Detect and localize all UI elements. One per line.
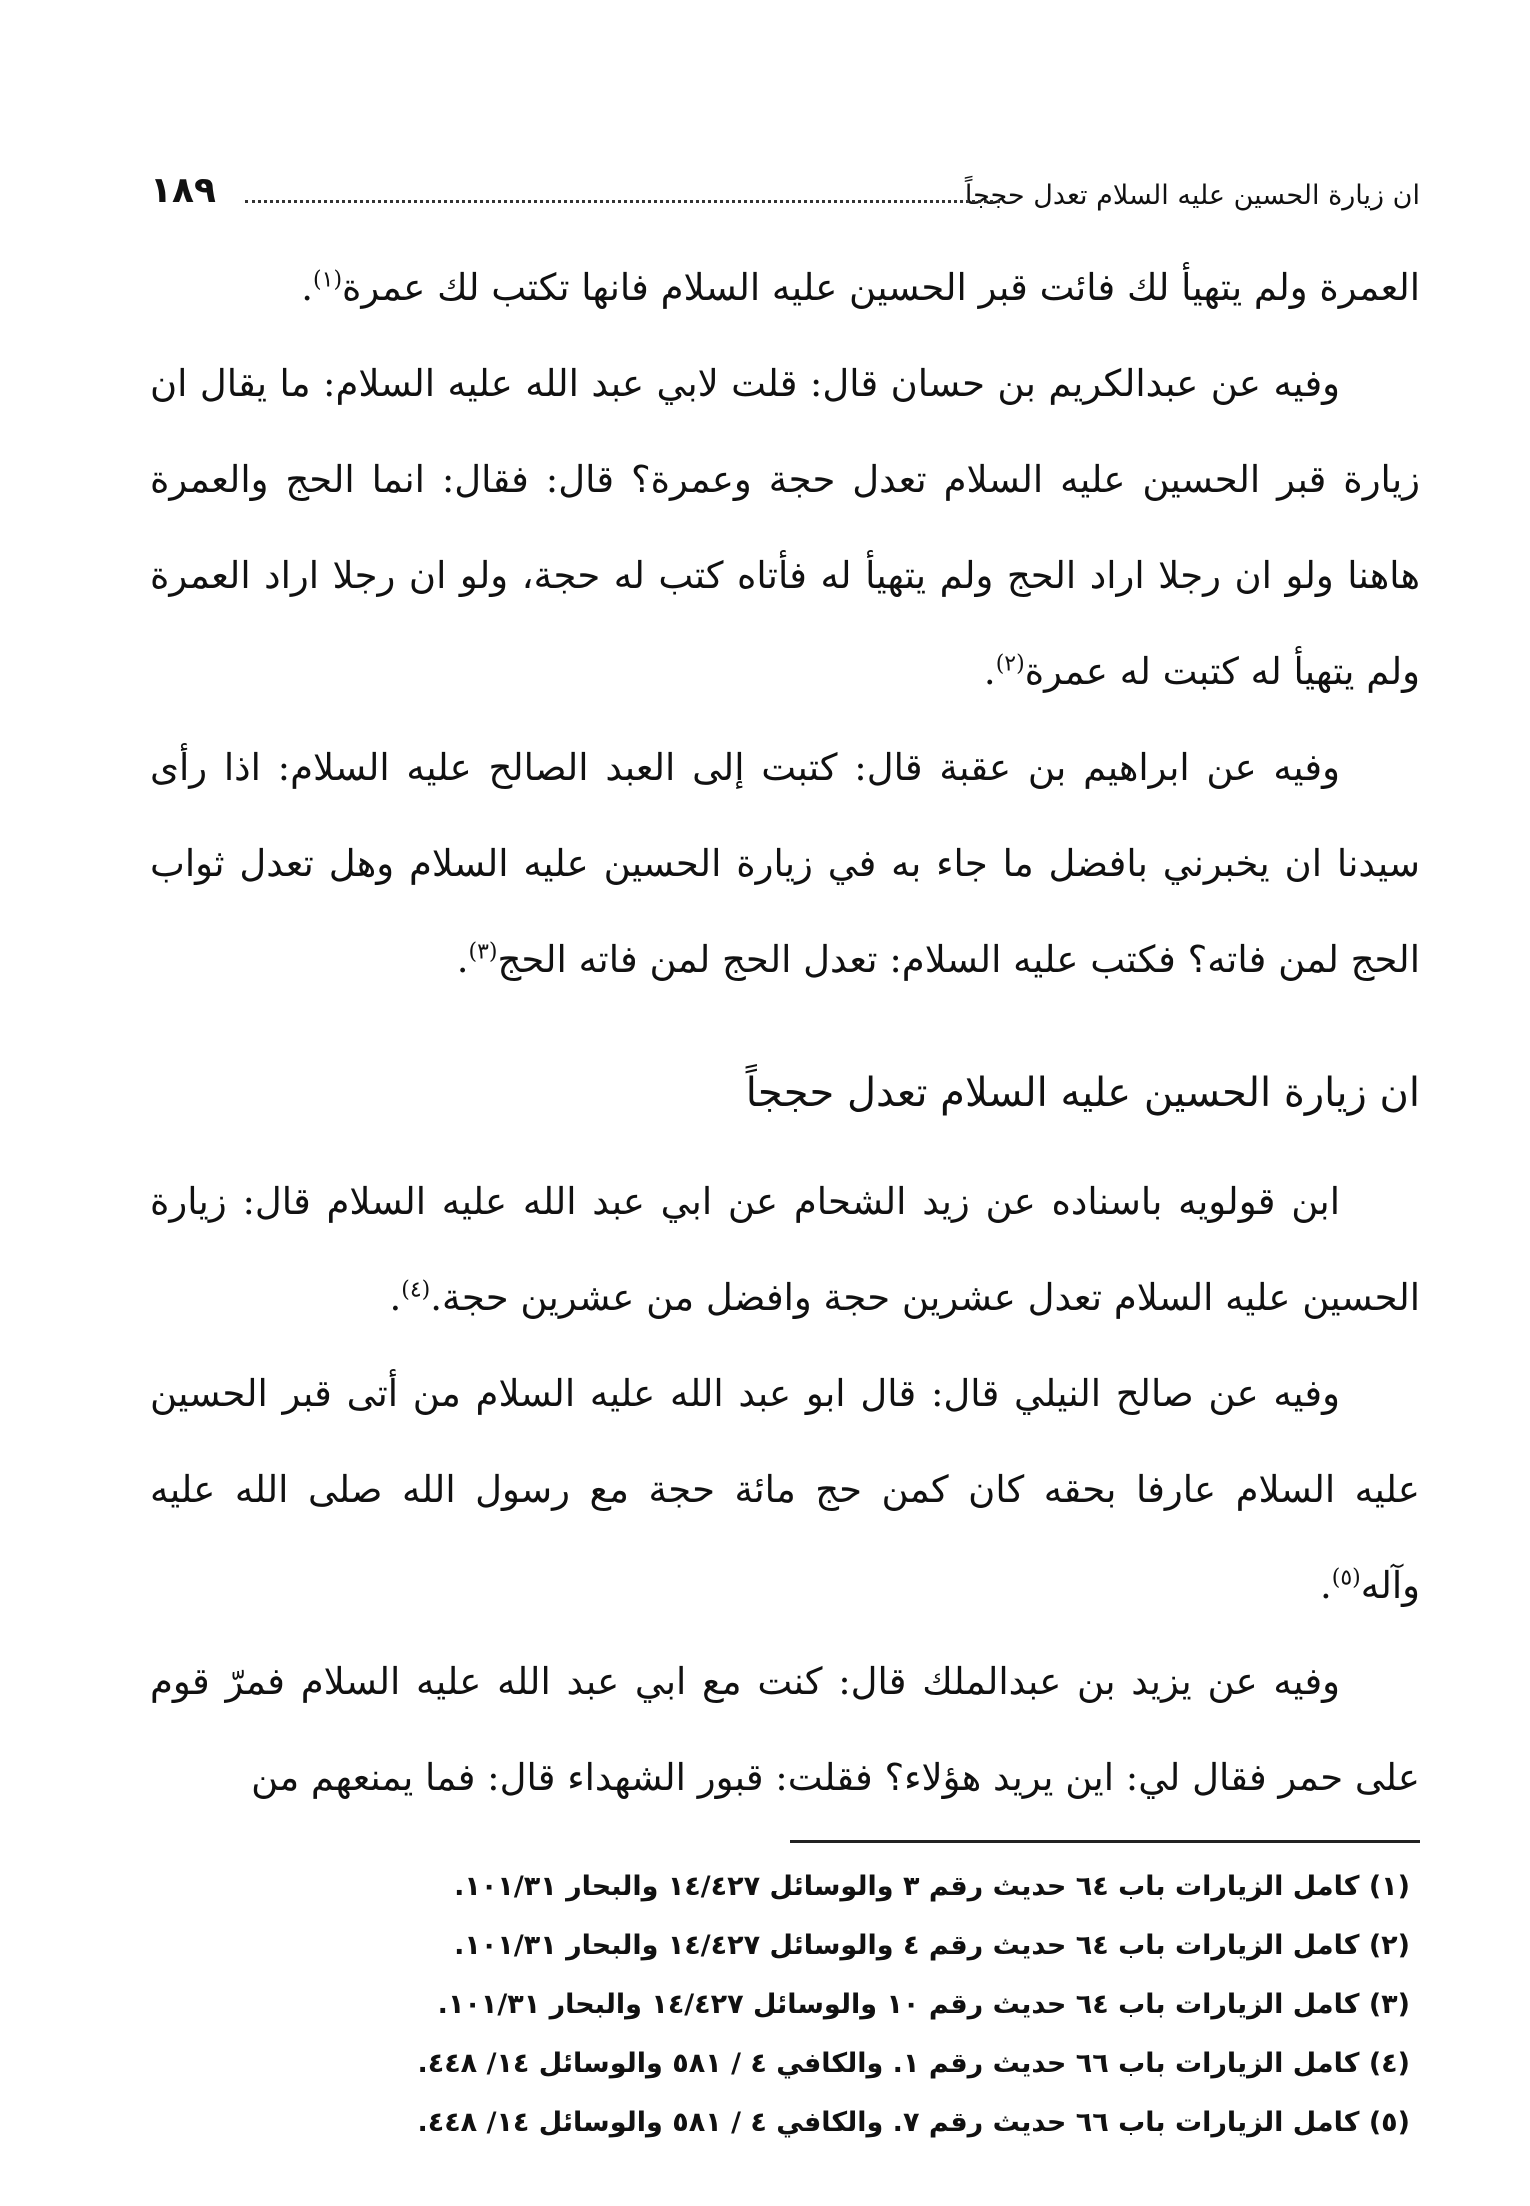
page-number: ١٨٩ [150, 170, 216, 211]
leader-dots [245, 200, 1000, 203]
running-title: ان زيارة الحسين عليه السلام تعدل حججاً [964, 180, 1420, 211]
footnote-marker: (٤) [401, 1277, 431, 1303]
paragraph [150, 1346, 1420, 1634]
section-heading: ان زيارة الحسين عليه السلام تعدل حججاً [745, 1070, 1420, 1116]
paragraph-text: وفيه عن يزيد بن عبدالملك قال: كنت مع ابي عبد الله عليه السلام فمرّ قوم على حمر فقال لي: اين يريد هؤلاء؟ فقلت: قبور الشهداء قال: فما يمنعهم من [150, 1660, 1420, 1799]
footnotes [150, 1857, 1410, 2152]
footnote: (٢) كامل الزيارات باب ٦٤ حديث رقم ٤ والوسائل ١٤/٤٢٧ والبحار ١٠١/٣١. [454, 1930, 1410, 1961]
paragraph-text: العمرة ولم يتهيأ لك فائت قبر الحسين عليه السلام فانها تكتب لك عمرة [342, 266, 1420, 309]
footnote: (٥) كامل الزيارات باب ٦٦ حديث رقم ٧. والكافي ٤ / ٥٨١ والوسائل ١٤/ ٤٤٨. [417, 2107, 1410, 2138]
paragraph-end: . [301, 266, 314, 309]
footnote-marker: (٥) [1331, 1565, 1361, 1591]
footnote: (٣) كامل الزيارات باب ٦٤ حديث رقم ١٠ والوسائل ١٤/٤٢٧ والبحار ١٠١/٣١. [437, 1989, 1410, 2020]
footnote-marker: (١) [313, 267, 343, 293]
footnote: (٤) كامل الزيارات باب ٦٦ حديث رقم ١. والكافي ٤ / ٥٨١ والوسائل ١٤/ ٤٤٨. [417, 2048, 1410, 2079]
footnote: (١) كامل الزيارات باب ٦٤ حديث رقم ٣ والوسائل ١٤/٤٢٧ والبحار ١٠١/٣١. [454, 1871, 1410, 1902]
paragraph [150, 1634, 1420, 1826]
paragraph [150, 1154, 1420, 1346]
footnote-separator [790, 1840, 1420, 1843]
paragraph [150, 720, 1420, 1008]
footnote-marker: (٢) [995, 651, 1025, 677]
book-page [150, 170, 1420, 2152]
paragraph-end: . [389, 1276, 402, 1319]
paragraph [150, 240, 1420, 336]
paragraph-text: وفيه عن ابراهيم بن عقبة قال: كتبت إلى العبد الصالح عليه السلام: اذا رأى سيدنا ان يخبرني بافضل ما جاء به في زيارة الحسين عليه السلام وهل تعدل ثواب الحج لمن فاته؟ فكتب عليه السلام: تعدل الحج لمن فاته الحج [150, 746, 1420, 981]
paragraph-end: . [983, 650, 996, 693]
paragraph [150, 336, 1420, 720]
paragraph-end: . [1319, 1564, 1332, 1607]
footnote-marker: (٣) [468, 939, 498, 965]
paragraph-text: وفيه عن صالح النيلي قال: قال ابو عبد الله عليه السلام من أتى قبر الحسين عليه السلام عارفا بحقه كان كمن حج مائة حجة مع رسول الله صلى الله عليه وآله [150, 1372, 1420, 1607]
paragraph-text: ابن قولويه باسناده عن زيد الشحام عن ابي عبد الله عليه السلام قال: زيارة الحسين عليه السلام تعدل عشرين حجة وافضل من عشرين حجة. [150, 1180, 1420, 1319]
paragraph-text: وفيه عن عبدالكريم بن حسان قال: قلت لابي عبد الله عليه السلام: ما يقال ان زيارة قبر الحسين عليه السلام تعدل حجة وعمرة؟ قال: فقال: انما الحج والعمرة هاهنا ولو ان رجلا اراد الحج ولم يتهيأ له فأتاه كتب له حجة، ولو ان رجلا اراد العمرة ولم يتهيأ له كتبت له عمرة [150, 362, 1420, 693]
running-header [150, 170, 1420, 230]
paragraph-end: . [456, 938, 469, 981]
